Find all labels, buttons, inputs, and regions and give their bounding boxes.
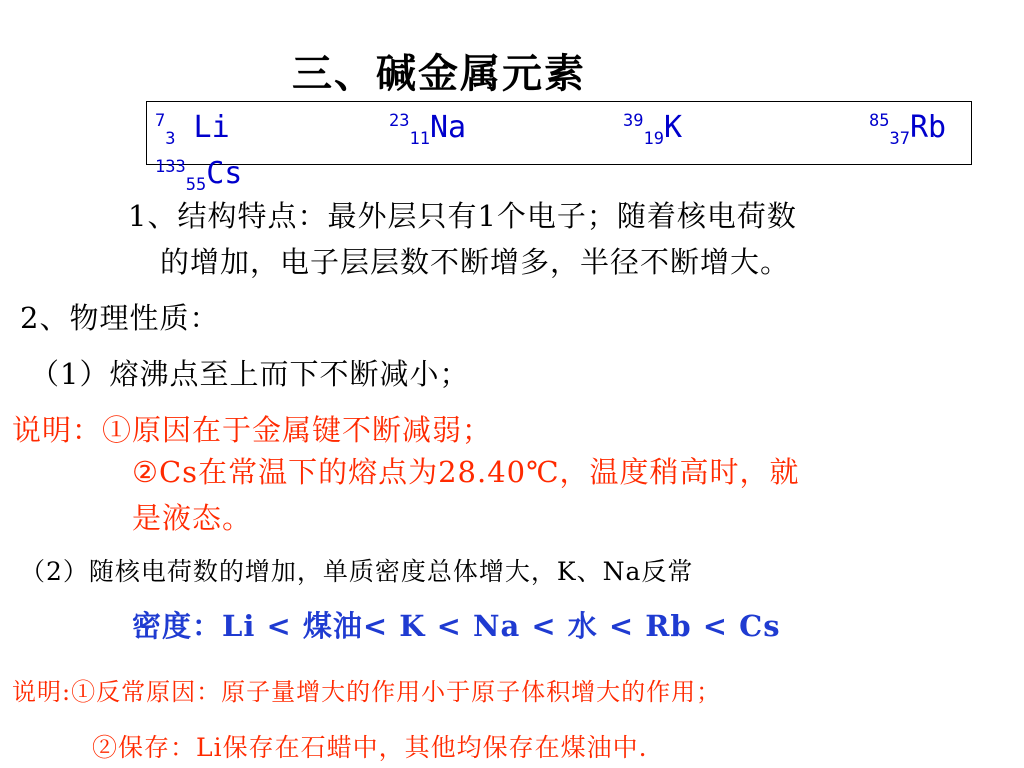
atomic-number: 55 — [185, 175, 207, 195]
atomic-number: 11 — [409, 129, 430, 149]
mass-number: 133 — [155, 157, 186, 177]
density-order: 密度：Li < 煤油< K < Na < 水 < Rb < Cs — [132, 609, 781, 643]
element-symbol: Li — [175, 110, 230, 145]
note-2-line-1: 说明:①反常原因：原子量增大的作用小于原子体积增大的作用； — [12, 678, 722, 706]
element-cs — [155, 156, 242, 195]
atomic-number: 37 — [889, 129, 910, 149]
element-symbols-box — [146, 101, 972, 195]
mass-number: 85 — [869, 111, 890, 131]
structure-line-2: 的增加，电子层层数不断增多，半径不断增大。 — [160, 245, 791, 279]
element-na — [389, 110, 466, 149]
element-li — [155, 110, 230, 149]
note-1-line-3: 是液态。 — [132, 501, 253, 535]
property-item-1: （1）熔沸点至上而下不断减小； — [30, 357, 470, 391]
page-title: 三、碱金属元素 — [292, 50, 586, 97]
element-rb — [869, 110, 946, 149]
element-symbol: Na — [429, 110, 467, 145]
element-symbol: K — [663, 110, 683, 145]
element-symbol: Rb — [909, 110, 947, 145]
property-item-2: （2）随核电荷数的增加，单质密度总体增大，K、Na反常 — [20, 557, 694, 586]
mass-number: 7 — [155, 111, 166, 131]
element-k — [623, 110, 682, 149]
mass-number: 39 — [623, 111, 644, 131]
physical-properties-heading: 2、物理性质： — [20, 301, 220, 335]
atomic-number: 3 — [165, 129, 176, 149]
structure-line-1: 1、结构特点：最外层只有1个电子；随着核电荷数 — [128, 199, 797, 233]
note-1-line-1: 说明：①原因在于金属键不断减弱； — [12, 413, 493, 447]
element-symbol: Cs — [206, 156, 243, 191]
mass-number: 23 — [389, 111, 410, 131]
note-2-line-2: ②保存：Li保存在石蜡中，其他均保存在煤油中. — [92, 733, 648, 762]
atomic-number: 19 — [643, 129, 664, 149]
note-1-line-2: ②Cs在常温下的熔点为28.40℃，温度稍高时，就 — [132, 455, 800, 489]
